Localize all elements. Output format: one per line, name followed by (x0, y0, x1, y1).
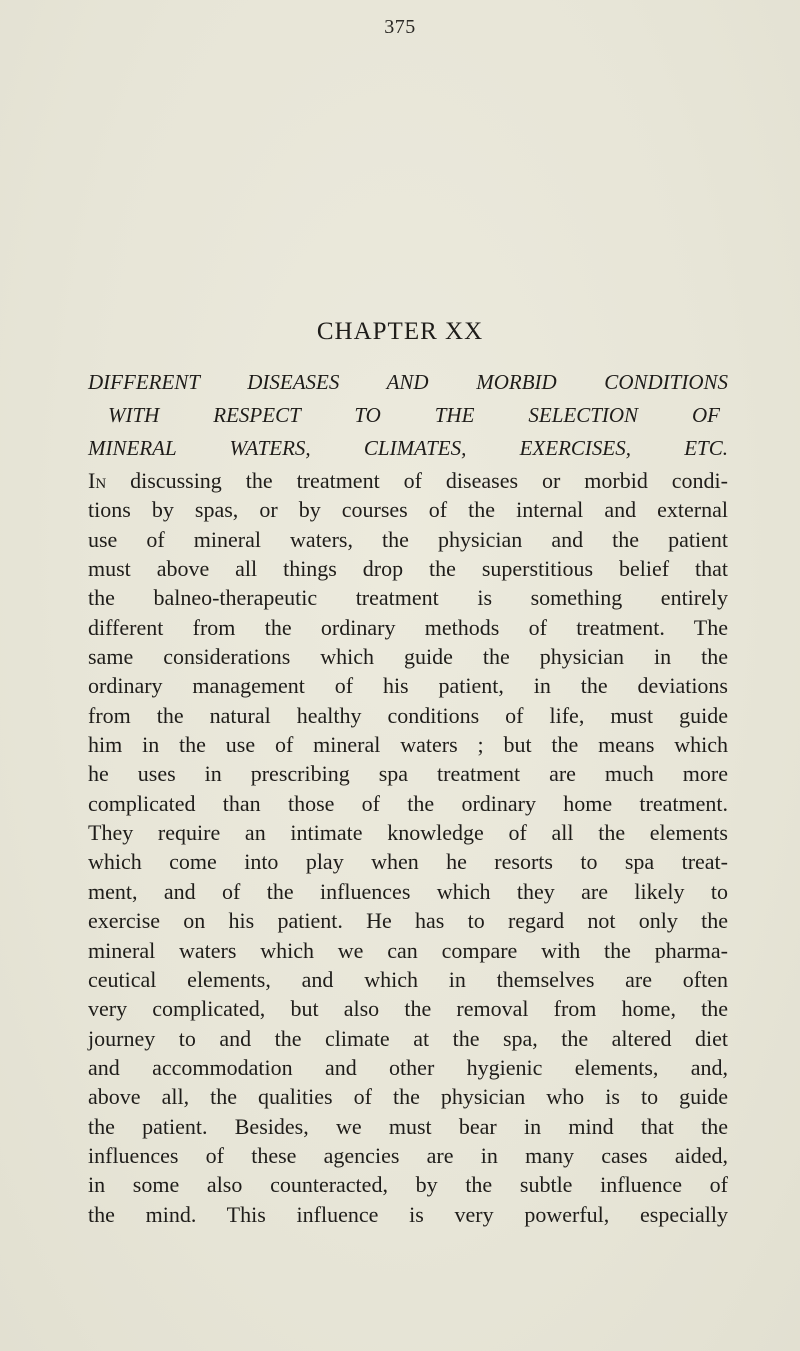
body-line: he uses in prescribing spa treatment are much more (88, 761, 728, 787)
body-line: different from the ordinary methods of treatment. The (88, 614, 728, 640)
body-line: in some also counteracted, by the subtle influence of (88, 1172, 728, 1198)
body-line: the patient. Besides, we must bear in mind that the (88, 1113, 728, 1139)
body-line: ordinary management of his patient, in the deviations (88, 673, 728, 699)
chapter-subtitle-line: WITH RESPECT TO THE SELECTION OF (108, 403, 720, 427)
body-line: tions by spas, or by courses of the internal and external (88, 497, 728, 523)
body-line: exercise on his patient. He has to regard not only the (88, 908, 728, 934)
body-line: the mind. This influence is very powerful, especially (88, 1201, 728, 1227)
page-number: 375 (384, 16, 416, 38)
chapter-subtitle (88, 366, 728, 465)
body-line: ceutical elements, and which in themselves are often (88, 966, 728, 992)
body-line: very complicated, but also the removal from home, the (88, 996, 728, 1022)
body-line: must above all things drop the superstitious belief that (88, 556, 728, 582)
body-paragraph (88, 466, 728, 1229)
body-line: and accommodation and other hygienic elements, and, (88, 1054, 728, 1080)
body-line: use of mineral waters, the physician and the patient (88, 526, 728, 552)
body-line: influences of these agencies are in many cases aided, (88, 1142, 728, 1168)
body-line: the balneo-therapeutic treatment is something entirely (88, 585, 728, 611)
body-line: journey to and the climate at the spa, the altered diet (88, 1025, 728, 1051)
body-line: mineral waters which we can compare with the pharma- (88, 937, 728, 963)
body-line (88, 466, 728, 495)
body-line: which come into play when he resorts to spa treat- (88, 849, 728, 875)
body-line-text: discussing the treatment of diseases or morbid condi- (106, 468, 728, 493)
drop-word: In (88, 468, 107, 493)
body-line: ment, and of the influences which they are likely to (88, 878, 728, 904)
body-line: complicated than those of the ordinary home treatment. (88, 790, 728, 816)
body-line: him in the use of mineral waters ; but the means which (88, 732, 728, 758)
body-line: same considerations which guide the physician in the (88, 644, 728, 670)
body-line: They require an intimate knowledge of all the elements (88, 820, 728, 846)
body-line: from the natural healthy conditions of life, must guide (88, 702, 728, 728)
chapter-subtitle-line: MINERAL WATERS, CLIMATES, EXERCISES, ETC. (88, 436, 728, 460)
chapter-title: CHAPTER XX (316, 318, 484, 345)
chapter-subtitle-line: DIFFERENT DISEASES AND MORBID CONDITIONS (88, 370, 728, 394)
body-line: above all, the qualities of the physician who is to guide (88, 1084, 728, 1110)
